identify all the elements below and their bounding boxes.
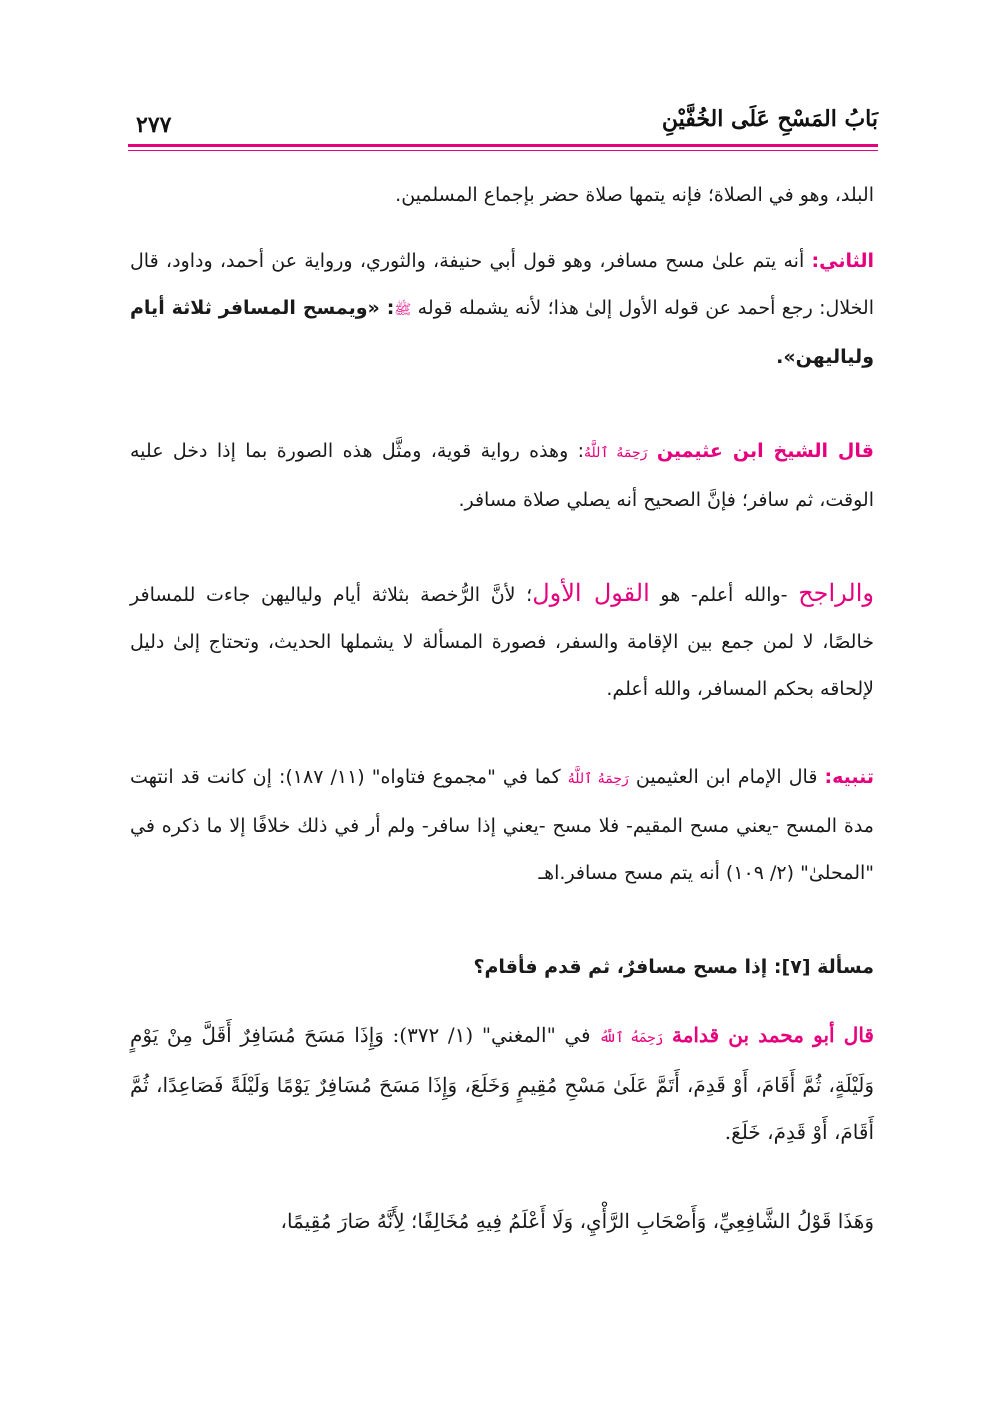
paragraph-2-text: أنه يتم علىٰ مسح مسافر، وهو قول أبي حنيفة، والثوري، ورواية عن أحمد، وداود، قال الخلال: رجع أحمد عن قوله الأول إلىٰ هذا؛ لأنه يشمله قوله <box>130 250 874 319</box>
paragraph-4-text-b: ؛ لأنَّ الرُّخصة بثلاثة أيام ولياليهن جاءت للمسافر خالصًا، لا لمن جمع بين الإقامة والسفر، فصورة المسألة لا يشملها الحديث، وتحتاج إلىٰ دليل لإلحاقه بحكم المسافر، والله أعلم. <box>130 584 874 700</box>
paragraph-4-text-a: -والله أعلم- هو <box>649 584 799 606</box>
issue-heading <box>130 944 874 991</box>
page-header <box>128 100 878 150</box>
paragraph-2 <box>130 238 874 381</box>
page-number: ٢٧٧ <box>136 112 172 138</box>
paragraph-6 <box>130 1012 874 1156</box>
paragraph-1 <box>130 172 874 219</box>
header-rule-thick <box>128 144 878 147</box>
paragraph-5-text-a: قال الإمام ابن العثيمين <box>628 766 825 788</box>
paragraph-7-text: وَهَذَا قَوْلُ الشَّافِعِيِّ، وَأَصْحَابِ الرَّأْيِ، وَلَا أَعْلَمُ فِيهِ مُخَالِفًا؛ لِأَنَّهُ صَارَ مُقِيمًا، <box>280 1209 874 1233</box>
paragraph-3-text: : وهذه رواية قوية، ومثَّل هذه الصورة بما إذا دخل عليه الوقت، ثم سافر؛ فإنَّ الصحيح أنه يصلي صلاة مسافر. <box>130 440 874 511</box>
lead-term: والراجح <box>798 579 874 607</box>
paragraph-4 <box>130 570 874 713</box>
lead-term: قال الشيخ ابن عثيمين <box>656 440 874 462</box>
lead-term: تنبيه: <box>824 766 874 788</box>
issue-label: مسألة [٧]: <box>773 956 874 978</box>
paragraph-5 <box>130 754 874 897</box>
issue-title: إذا مسح مسافرٌ، ثم قدم فأقام؟ <box>473 956 774 978</box>
header-rule-thin <box>128 150 878 151</box>
paragraph-5-text-b: كما في "مجموع فتاواه" (١١/ ١٨٧): إن كانت قد انتهت مدة المسح -يعني مسح المقيم- فلا مسح -يعني إذا سافر- ولم أر في ذلك خلافًا إلا ما ذكره في "المحلىٰ" (٢/ ١٠٩) أنه يتم مسح مسافر.اهـ <box>130 766 874 884</box>
paragraph-1-text: البلد، وهو في الصلاة؛ فإنه يتمها صلاة حضر بإجماع المسلمين. <box>395 184 874 206</box>
lead-term: الثاني: <box>811 250 874 272</box>
chapter-title: بَابُ المَسْحِ عَلَى الخُفَّيْنِ <box>661 106 878 132</box>
hadith-quote: : «ويمسح المسافر ثلاثة أيام ولياليهن». <box>130 297 874 368</box>
rahimahullah-glyph: رَحِمَهُ ٱللَّهُ <box>599 1030 664 1046</box>
highlight-term: القول الأول <box>532 579 650 607</box>
paragraph-6-text: في "المغني" (١/ ٣٧٢): وَإِذَا مَسَحَ مُسَافِرٌ أَقَلَّ مِنْ يَوْمٍ وَلَيْلَةٍ، ثُمَّ أَقَامَ، أَوْ قَدِمَ، أَتَمَّ عَلَىٰ مَسْحِ مُقِيمٍ وَخَلَعَ، وَإِذَا مَسَحَ مُسَافِرٌ يَوْمًا وَلَيْلَةً فَصَاعِدًا، ثُمَّ أَقَامَ، أَوْ قَدِمَ، خَلَعَ. <box>130 1023 874 1144</box>
paragraph-7 <box>130 1198 874 1245</box>
salawat-glyph: ﷺ <box>394 302 412 318</box>
paragraph-3 <box>130 428 874 524</box>
rahimahullah-glyph: رَحِمَهُ ٱللَّهُ <box>584 445 648 461</box>
lead-term: قال أبو محمد بن قدامة <box>671 1023 874 1047</box>
rahimahullah-glyph: رَحِمَهُ ٱللَّهُ <box>567 771 629 787</box>
